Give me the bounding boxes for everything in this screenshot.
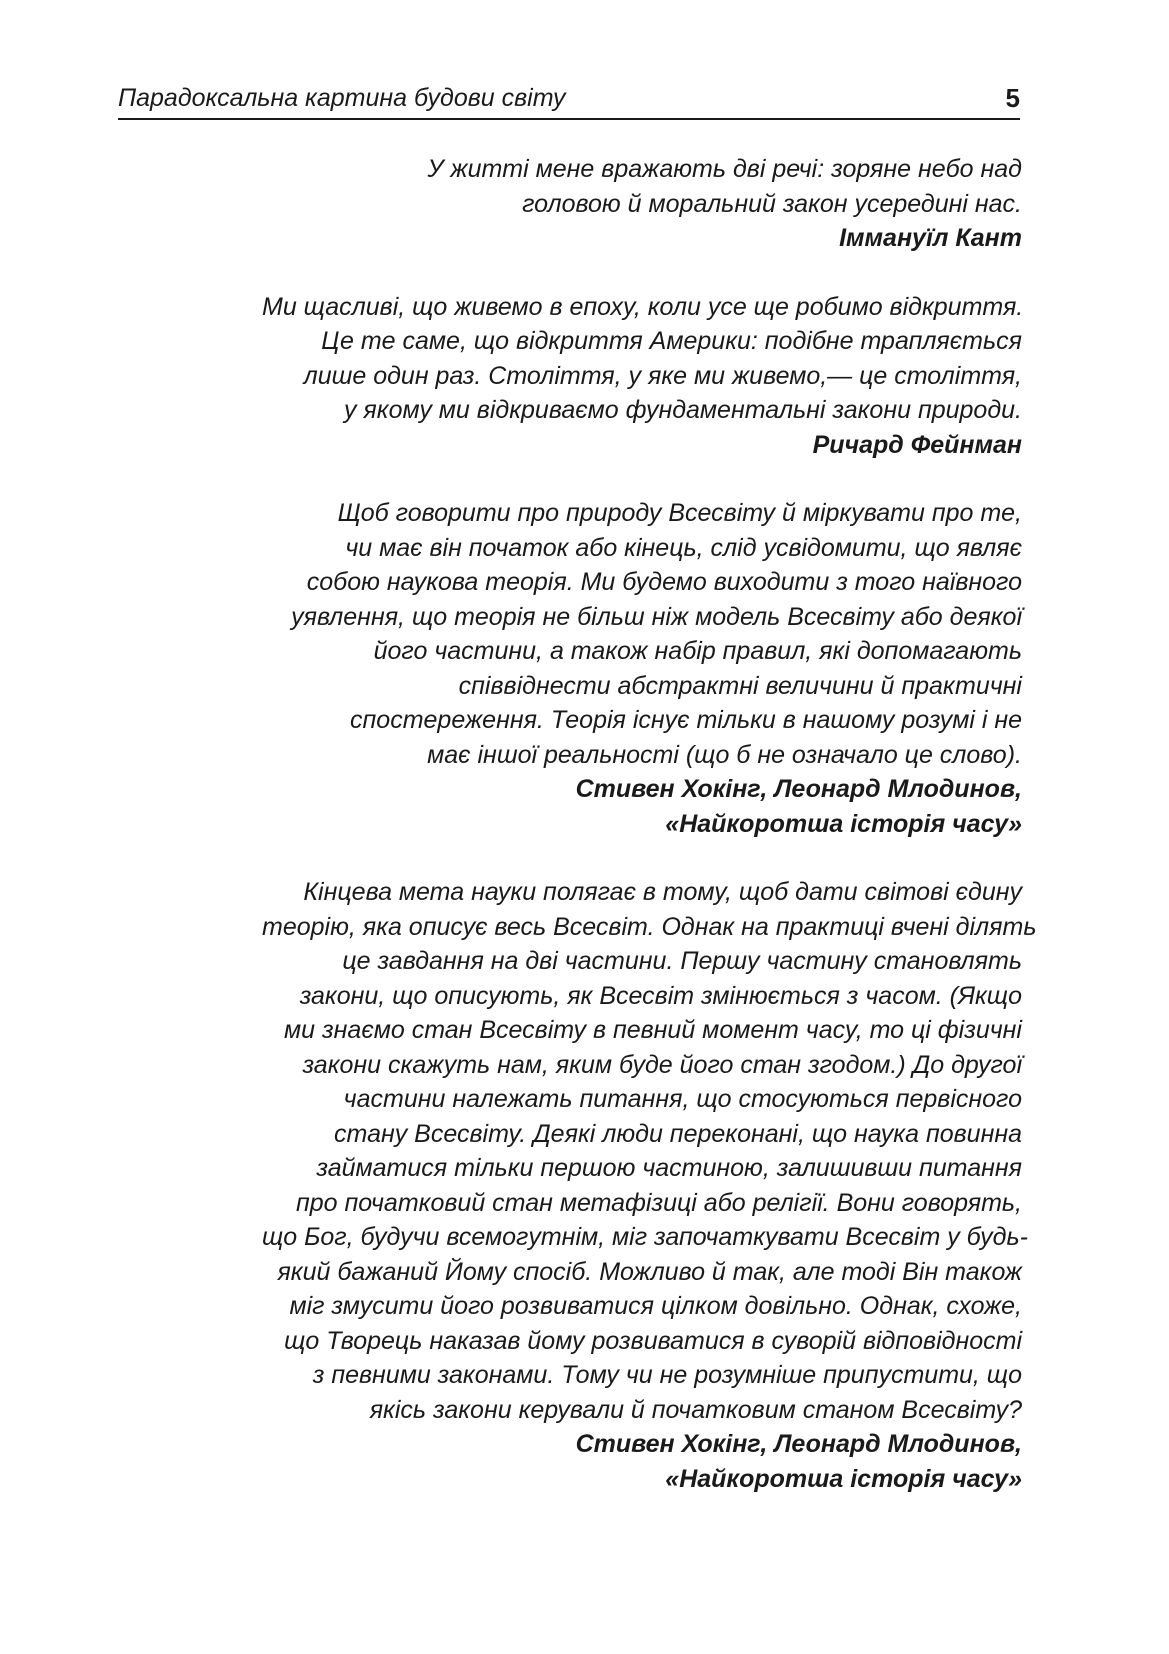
quote-line: стану Всесвіту. Деякі люди переконані, що наука повинна [334,1119,1022,1148]
quote-line: це завдання на дві частини. Першу частину становлять [342,947,1022,975]
quote-line: частини належать питання, що стосуються первісного [343,1085,1022,1113]
epigraph [262,875,1037,1496]
quote-line: що Бог, будучи всемогутнім, міг започаткувати Всесвіт у будь- [262,1223,1028,1251]
quote-line: співвіднести абстрактні величини й практичні [458,671,1022,700]
quote-line: Це те саме, що відкриття Америки: подібне трапляється [321,327,1022,355]
quote-line: міг змусити його розвиватися цілком довільно. Однак, схоже, [289,1292,1022,1320]
quote-line: Щоб говорити про природу Всесвіту й міркувати про те, [337,499,1022,527]
quote-line: уявлення, що теорія не більш ніж модель Всесвіту або деякої [291,602,1022,631]
quote-line: який бажаний Йому спосіб. Можливо й так, але тоді Він також [277,1257,1022,1286]
quote-line: що Творець наказав йому розвиватися в суворій відповідності [284,1326,1022,1355]
quote-line: закони скажуть нам, яким буде його стан згодом.) До другої [302,1050,1022,1079]
quote-line: про початковий стан метафізиці або релігії. Вони говорять, [295,1188,1022,1217]
quote-line: у якому ми відкриваємо фундаментальні закони природи. [343,396,1022,424]
running-title: Парадоксальна картина будови світу [118,84,566,112]
epigraphs-block [262,152,1037,1530]
quote-attribution: Ричард Фейнман [812,430,1022,459]
quote-line: головою й моральний закон усередині нас. [522,189,1022,218]
quote-line: якісь закони керували й початковим станом Всесвіту? [369,1395,1022,1424]
quote-line: чи має він початок або кінець, слід усвідомити, що являє [345,533,1022,562]
quote-line: займатися тільки першою частиною, залишивши питання [316,1154,1022,1182]
quote-attribution: «Найкоротша історія часу» [665,809,1022,838]
quote-attribution: Стивен Хокінг, Леонард Млодинов, [575,1430,1022,1458]
quote-attribution: Іммануїл Кант [839,224,1022,252]
quote-line: У житті мене вражають дві речі: зоряне небо над [427,155,1022,183]
running-header [118,82,1020,120]
quote-attribution: «Найкоротша історія часу» [665,1464,1022,1493]
quote-line: теорію, яка описує весь Всесвіт. Однак на практиці вчені ділять [262,912,1037,941]
quote-line: має іншої реальності (що б не означало це слово). [427,740,1022,769]
quote-line: закони, що описують, як Всесвіт змінюється з часом. (Якщо [299,981,1022,1010]
page-number: 5 [1005,83,1020,113]
quote-line: Кінцева мета науки полягає в тому, щоб дати світові єдину [303,878,1022,906]
quote-line: лише один раз. Століття, у яке ми живемо,— це століття, [303,361,1022,390]
epigraph [262,152,1022,256]
quote-attribution: Стивен Хокінг, Леонард Млодинов, [575,775,1022,803]
epigraph [262,496,1022,841]
quote-line: Ми щасливі, що живемо в епоху, коли усе ще робимо відкриття. [262,292,1024,321]
quote-line: ми знаємо стан Всесвіту в певний момент часу, то ці фізичні [284,1016,1022,1044]
quote-line: собою наукова теорія. Ми будемо виходити з того наївного [306,568,1022,596]
quote-line: його частини, а також набір правил, які допомагають [373,637,1022,665]
epigraph [262,290,1022,463]
quote-line: з певними законами. Тому чи не розумніше припустити, що [312,1361,1022,1389]
quote-line: спостереження. Теорія існує тільки в нашому розумі і не [350,706,1022,734]
